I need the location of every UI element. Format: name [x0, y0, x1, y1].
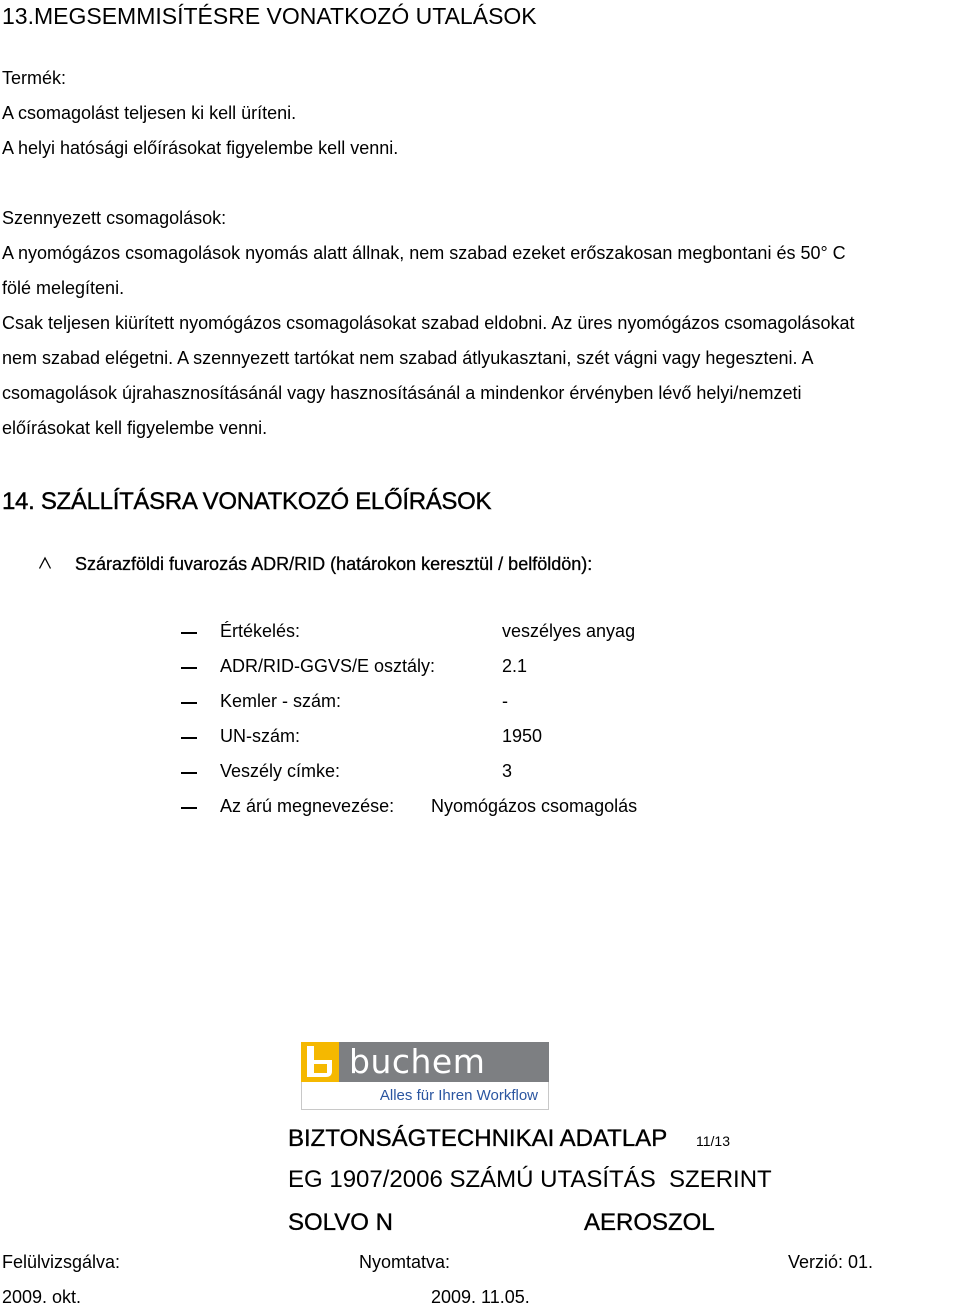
product-line: A csomagolást teljesen ki kell üríteni. [2, 103, 297, 123]
item-value: Nyomógázos csomagolás [431, 796, 638, 816]
version-label: Verzió: 01. [788, 1252, 874, 1272]
dash-bullet [181, 667, 197, 669]
item-value: 3 [502, 761, 513, 781]
revised-label: Felülvizsgálva: [2, 1252, 121, 1272]
item-label: Kemler - szám: [220, 691, 342, 711]
printed-label: Nyomtatva: [359, 1252, 451, 1272]
contaminated-heading: Szennyezett csomagolások: [2, 208, 227, 228]
item-value: veszélyes anyag [502, 621, 636, 641]
contaminated-line: nem szabad elégetni. A szennyezett tartókat nem szabad átlyukasztani, szét vágni vagy hegeszteni. A [2, 348, 814, 368]
section-13-title: 13.MEGSEMMISÍTÉSRE VONATKOZÓ UTALÁSOK [2, 3, 537, 29]
logo-yellow-block [301, 1042, 339, 1082]
regulation-line: EG 1907/2006 SZÁMÚ UTASÍTÁS SZERINT [288, 1166, 772, 1193]
hollow-caret-icon [38, 556, 52, 570]
item-label: Az árú megnevezése: [220, 796, 395, 816]
dash-bullet [181, 737, 197, 739]
item-value: 2.1 [502, 656, 528, 676]
dash-bullet [181, 702, 197, 704]
logo-mark-icon [301, 1042, 339, 1082]
item-label: Értékelés: [220, 621, 301, 641]
dash-bullet [181, 807, 197, 809]
contaminated-line: csomagolások újrahasznosításánál vagy hasznosításánál a mindenkor érvényben lévő helyi/nemzeti [2, 383, 802, 403]
logo-tagline: Alles für Ihren Workflow [301, 1082, 549, 1110]
contaminated-line: Csak teljesen kiürített nyomógázos csomagolásokat szabad eldobni. Az üres nyomógázos csomagolásokat [2, 313, 855, 333]
logo-wordmark: buchem [339, 1042, 549, 1082]
item-label: Veszély címke: [220, 761, 341, 781]
sheet-title: BIZTONSÁGTECHNIKAI ADATLAP [288, 1125, 668, 1152]
product-name: SOLVO N [288, 1209, 393, 1236]
product-heading: Termék: [2, 68, 67, 88]
item-label: UN-szám: [220, 726, 300, 746]
product-type: AEROSZOL [584, 1209, 715, 1236]
buchem-logo [301, 1042, 549, 1110]
printed-value: 2009. 11.05. [431, 1287, 530, 1307]
item-value: - [502, 691, 508, 711]
contaminated-line: előírásokat kell figyelembe venni. [2, 418, 268, 438]
contaminated-line: A nyomógázos csomagolások nyomás alatt állnak, nem szabad ezeket erőszakosan megbontani és 50° C [2, 243, 846, 263]
revised-value: 2009. okt. [2, 1287, 82, 1307]
transport-subheading: Szárazföldi fuvarozás ADR/RID (határokon keresztül / belföldön): [75, 554, 593, 574]
item-value: 1950 [502, 726, 543, 746]
dash-bullet [181, 632, 197, 634]
item-label: ADR/RID-GGVS/E osztály: [220, 656, 436, 676]
dash-bullet [181, 772, 197, 774]
section-14-title: 14. SZÁLLÍTÁSRA VONATKOZÓ ELŐÍRÁSOK [2, 488, 492, 515]
product-line: A helyi hatósági előírásokat figyelembe kell venni. [2, 138, 399, 158]
contaminated-line: fölé melegíteni. [2, 278, 125, 298]
page-number: 11/13 [696, 1133, 730, 1149]
